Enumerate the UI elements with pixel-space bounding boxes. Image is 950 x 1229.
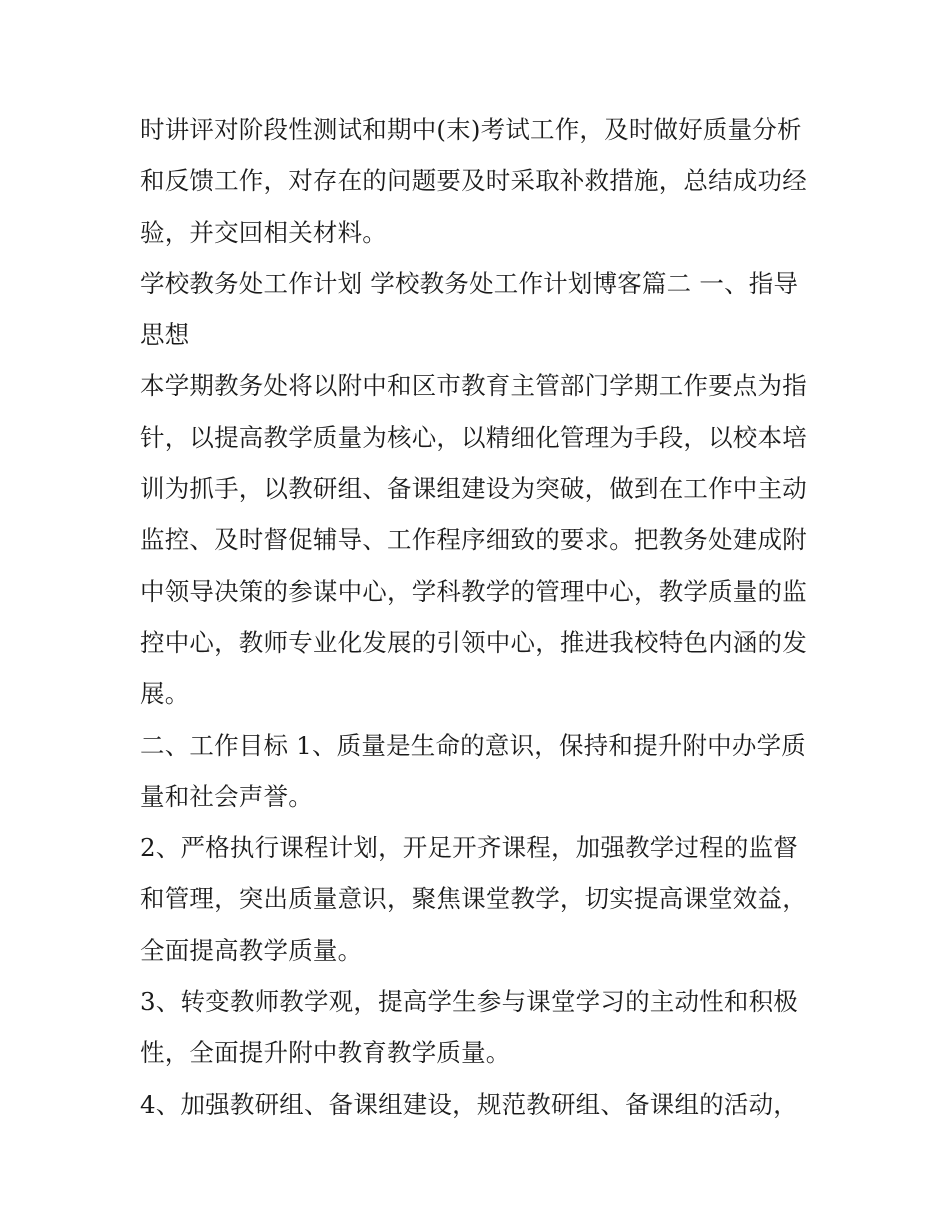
text-line: 2、严格执行课程计划，开足开齐课程，加强教学过程的监督 — [140, 833, 798, 863]
text-line: 4、加强教研组、备课组建设，规范教研组、备课组的活动， — [140, 1089, 798, 1119]
paragraph-section-heading — [140, 258, 820, 361]
text-line: 全面提高教学质量。 — [140, 935, 363, 965]
paragraph-work-goal-4 — [140, 1079, 820, 1130]
text-line: 性，全面提升附中教育教学质量。 — [140, 1038, 511, 1068]
text-line: 训为抓手，以教研组、备课组建设为突破，做到在工作中主动 — [140, 474, 807, 504]
document-page — [140, 104, 820, 1130]
text-line: 监控、及时督促辅导、工作程序细致的要求。把教务处建成附 — [140, 525, 807, 555]
text-line: 针，以提高教学质量为核心，以精细化管理为手段，以校本培 — [140, 422, 807, 452]
text-line: 量和社会声誉。 — [140, 781, 313, 811]
paragraph-work-goal-2 — [140, 822, 820, 976]
text-line: 时讲评对阶段性测试和期中(末)考试工作，及时做好质量分析 — [140, 115, 802, 144]
text-line: 控中心，教师专业化发展的引领中心，推进我校特色内涵的发 — [140, 627, 807, 657]
paragraph-work-goal-3 — [140, 976, 820, 1079]
text-line: 3、转变教师教学观，提高学生参与课堂学习的主动性和积极 — [140, 987, 798, 1017]
paragraph-guiding-ideology — [140, 360, 820, 719]
text-line: 中领导决策的参谋中心，学科教学的管理中心，教学质量的监 — [140, 576, 807, 606]
paragraph-work-goal-1 — [140, 720, 820, 823]
text-line: 和反馈工作，对存在的问题要及时采取补救措施，总结成功经 — [140, 166, 807, 196]
text-line: 展。 — [140, 679, 190, 709]
text-line: 学校教务处工作计划 学校教务处工作计划博客篇二 一、指导 — [140, 268, 799, 298]
text-line: 二、工作目标 1、质量是生命的意识，保持和提升附中办学质 — [140, 730, 806, 760]
paragraph-exam-feedback — [140, 104, 820, 258]
text-line: 本学期教务处将以附中和区市教育主管部门学期工作要点为指 — [140, 371, 807, 401]
text-line: 验，并交回相关材料。 — [140, 217, 387, 247]
text-line: 和管理，突出质量意识，聚焦课堂教学，切实提高课堂效益， — [140, 884, 807, 914]
text-line: 思想 — [140, 320, 190, 350]
